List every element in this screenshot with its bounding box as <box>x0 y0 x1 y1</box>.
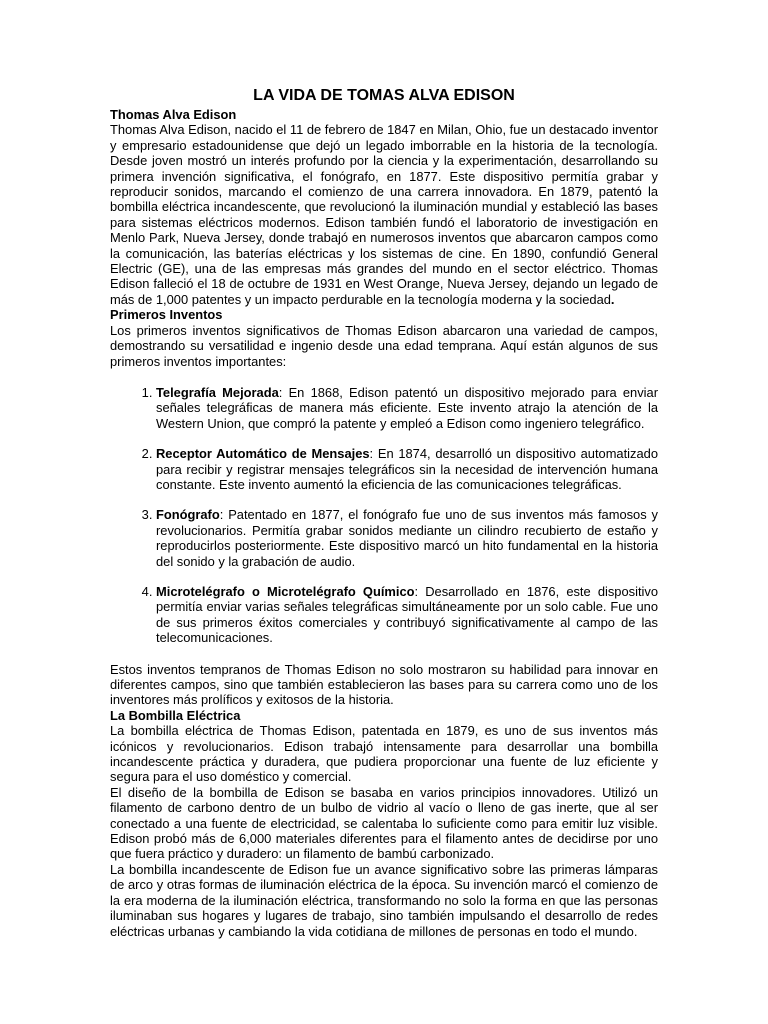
light-bulb-paragraph: La bombilla incandescente de Edison fue un avance significativo sobre las primeras lámparas de arco y otras formas de iluminación eléctrica de la época. Su invención marcó el comienzo de la era moderna de la iluminación eléctrica, transformando no solo la forma en que las personas iluminaban sus hogares y lugares de trabajo, sino también impulsando el desarrollo de redes eléctricas urbanas y cambiando la vida cotidiana de millones de personas en todo el mundo. <box>110 861 658 939</box>
list-item-term: Microtelégrafo o Microtelégrafo Químico <box>156 583 415 599</box>
list-item-term: Receptor Automático de Mensajes <box>156 446 370 462</box>
list-item-term: Telegrafía Mejorada <box>156 384 279 400</box>
biography-text: Thomas Alva Edison, nacido el 11 de febrero de 1847 en Milan, Ohio, fue un destacado inventor y empresario estadounidense que dejó un legado imborrable en la historia de la tecnología. Desde joven mostró un interés profundo por la ciencia y la experimentación, desarrollando su primera invención significativa, el fonógrafo, en 1877. Este dispositivo permitía grabar y reproducir sonidos, marcando el comienzo de una carrera innovadora. En 1879, patentó la bombilla eléctrica incandescente, que revolucionó la iluminación mundial y estableció las bases para sistemas eléctricos modernos. Edison también fundó el laboratorio de investigación en Menlo Park, Nueva Jersey, donde trabajó en numerosos inventos que abarcaron campos como la comunicación, las baterías eléctricas y los sistemas de cine. En 1890, confundió General Electric (GE), una de las empresas más grandes del mundo en el sector eléctrico. Thomas Edison falleció el 18 de octubre de 1931 en West Orange, Nueva Jersey, dejando un legado de más de 1,000 patentes y un impacto perdurable en la tecnología moderna y la sociedad <box>110 122 658 307</box>
light-bulb-paragraph: La bombilla eléctrica de Thomas Edison, patentada en 1879, es uno de sus inventos más icónicos y revolucionarios. Edison trabajó intensamente para desarrollar una bombilla incandescente práctica y duradera, que pudiera proporcionar una fuente de luz eficiente y segura para el uso doméstico y comercial. <box>110 723 658 785</box>
list-item <box>156 385 658 431</box>
light-bulb-paragraph: El diseño de la bombilla de Edison se basaba en varios principios innovadores. Utilizó un filamento de carbono dentro de un bulbo de vidrio al vacío o lleno de gas inerte, que al ser conectado a una fuente de electricidad, se calentaba lo suficiente como para emitir luz visible. Edison probó más de 6,000 materiales diferentes para el filamento antes de decidirse por uno que fuera práctico y duradero: un filamento de bambú carbonizado. <box>110 784 658 862</box>
list-item-text: : Patentado en 1877, el fonógrafo fue uno de sus inventos más famosos y revolucionarios. Permitía grabar sonidos mediante un cilindro recubierto de estaño y reproducirlos posteriormente. Este dispositivo marcó un hito fundamental en la historia del sonido y la grabación de audio. <box>156 507 658 569</box>
list-item <box>156 507 658 569</box>
biography-period: . <box>610 291 615 307</box>
list-item-text: : En 1868, Edison patentó un dispositivo mejorado para enviar señales telegráficas de manera más eficiente. Este invento atrajo la atención de la Western Union, que compró la patente y empleó a Edison como ingeniero telegráfico. <box>156 384 658 431</box>
inventions-list <box>110 385 658 646</box>
list-item-text: : En 1874, desarrolló un dispositivo automatizado para recibir y registrar mensajes telegráficos sin la necesidad de intervención humana constante. Este invento aumentó la eficiencia de las comunicaciones telegráficas. <box>156 446 658 492</box>
biography-paragraph <box>110 122 658 307</box>
section-heading-light-bulb: La Bombilla Eléctrica <box>110 707 241 723</box>
list-item-term: Fonógrafo <box>156 507 220 523</box>
early-inventions-outro: Estos inventos tempranos de Thomas Edison no solo mostraron su habilidad para innovar en diferentes campos, sino que también establecieron las bases para su carrera como uno de los inventores más prolíficos y exitosos de la historia. <box>110 661 658 708</box>
section-heading-early-inventions: Primeros Inventos <box>110 307 223 323</box>
list-item-text: : Desarrollado en 1876, este dispositivo permitía enviar varias señales telegráficas simultáneamente por un solo cable. Fue uno de sus primeros éxitos comerciales y contribuyó significativamente al campo de las telecomunicaciones. <box>156 583 659 646</box>
early-inventions-intro: Los primeros inventos significativos de Thomas Edison abarcaron una variedad de campos, demostrando su versatilidad e ingenio desde una edad temprana. Aquí están algunos de sus primeros inventos importantes: <box>110 322 658 369</box>
section-heading-biography: Thomas Alva Edison <box>110 107 237 122</box>
list-item <box>156 446 658 492</box>
document-title: LA VIDA DE TOMAS ALVA EDISON <box>253 87 515 104</box>
document-page <box>110 86 658 939</box>
list-item <box>156 584 658 646</box>
